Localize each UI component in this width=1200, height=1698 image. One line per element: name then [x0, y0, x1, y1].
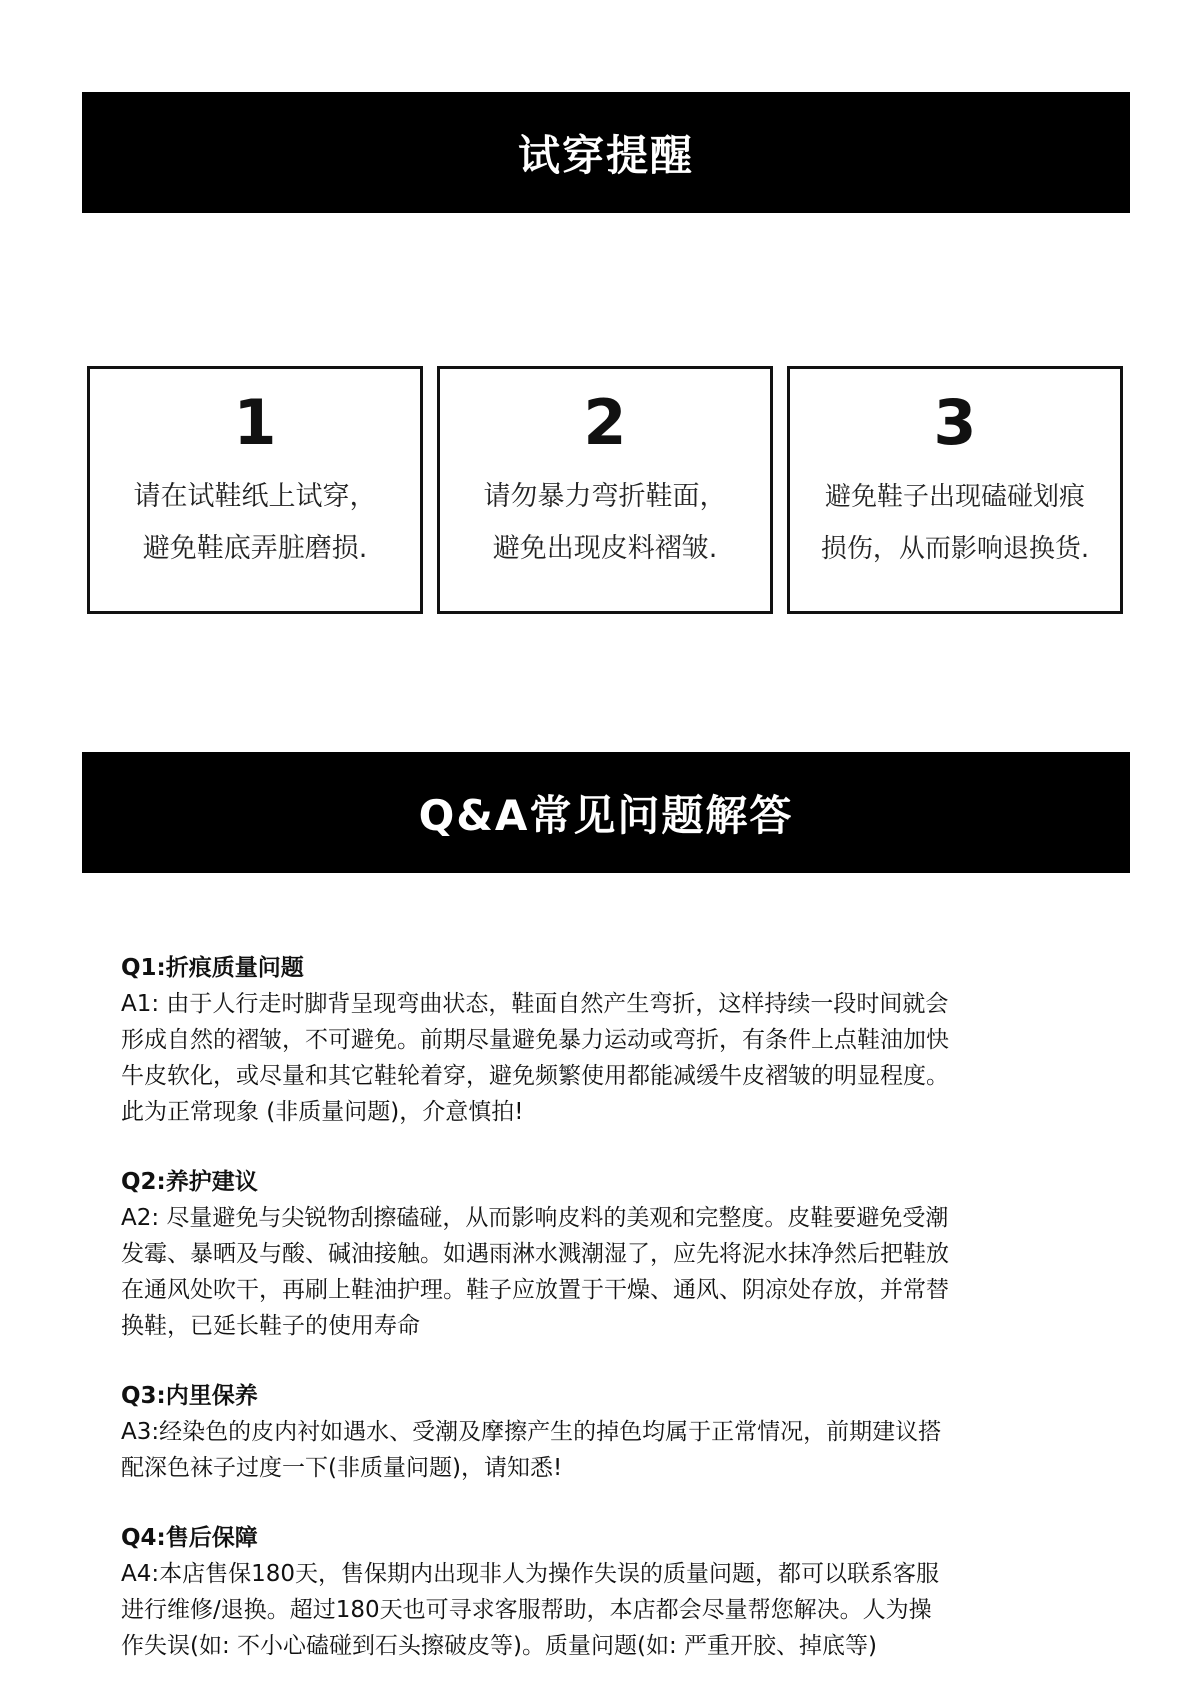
qa-answer-line: 作失误(如: 不小心磕碰到石头擦破皮等)。质量问题(如: 严重开胶、掉底等): [121, 1633, 878, 1659]
qa-item-2: [121, 1164, 1081, 1344]
qa-answer-line: A1: 由于人行走时脚背呈现弯曲状态，鞋面自然产生弯折，这样持续一段时间就会: [121, 991, 949, 1017]
qa-answer-line: 进行维修/退换。超过180天也可寻求客服帮助，本店都会尽量帮您解决。人为操: [121, 1597, 932, 1623]
qa-answer-line: 形成自然的褶皱，不可避免。前期尽量避免暴力运动或弯折，有条件上点鞋油加快: [121, 1027, 949, 1053]
qa-item-4: [121, 1520, 1081, 1664]
qa-item-3: [121, 1378, 1081, 1486]
qa-answer-line: A2: 尽量避免与尖锐物刮擦磕碰，从而影响皮料的美观和完整度。皮鞋要避免受潮: [121, 1205, 949, 1231]
qa-answer-line: 牛皮软化，或尽量和其它鞋轮着穿，避免频繁使用都能减缓牛皮褶皱的明显程度。: [121, 1063, 949, 1089]
qa-answer: [121, 1414, 1081, 1486]
card-text-line: 避免鞋子出现磕碰划痕: [824, 482, 1085, 512]
qa-answer-line: 此为正常现象 (非质量问题)，介意慎拍!: [121, 1099, 524, 1125]
reminder-card-2: [437, 366, 773, 614]
card-text-line: 请在试鞋纸上试穿，: [133, 481, 377, 512]
card-text: [821, 471, 1089, 575]
qa-answer: [121, 1200, 1081, 1344]
qa-answer-line: 配深色袜子过度一下(非质量问题)，请知悉!: [121, 1455, 563, 1481]
qa-answer-line: 在通风处吹干，再刷上鞋油护理。鞋子应放置于干燥、通风、阴凉处存放，并常替: [121, 1277, 949, 1303]
qa-banner: [82, 752, 1130, 873]
card-text-line: 损伤，从而影响退换货.: [820, 534, 1090, 564]
reminder-card-3: [787, 366, 1123, 614]
qa-question: Q2:养护建议: [121, 1169, 258, 1195]
qa-answer-line: 发霉、暴晒及与酸、碱油接触。如遇雨淋水溅潮湿了，应先将泥水抹净然后把鞋放: [121, 1241, 949, 1267]
card-text-line: 避免鞋底弄脏磨损.: [142, 533, 368, 564]
trial-reminder-banner: [82, 92, 1130, 213]
card-number: 1: [233, 386, 277, 459]
trial-reminder-title: 试穿提醒: [517, 130, 694, 180]
qa-answer-line: A4:本店售保180天，售保期内出现非人为操作失误的质量问题，都可以联系客服: [121, 1561, 940, 1587]
qa-answer-line: A3:经染色的皮内衬如遇水、受潮及摩擦产生的掉色均属于正常情况，前期建议搭: [121, 1419, 942, 1445]
qa-answer: [121, 1556, 1081, 1664]
card-text-line: 请勿暴力弯折鞋面，: [483, 481, 727, 512]
qa-answer-line: 换鞋，已延长鞋子的使用寿命: [121, 1313, 420, 1339]
card-text: [484, 471, 727, 575]
card-text: [134, 471, 377, 575]
qa-question: Q3:内里保养: [121, 1383, 258, 1409]
qa-question: Q1:折痕质量问题: [121, 955, 304, 981]
qa-title: Q&A常见问题解答: [418, 790, 794, 840]
card-number: 3: [933, 386, 977, 459]
qa-list: [121, 950, 1081, 1698]
reminder-card-1: [87, 366, 423, 614]
qa-item-1: [121, 950, 1081, 1130]
qa-answer: [121, 986, 1081, 1130]
card-text-line: 避免出现皮料褶皱.: [492, 533, 718, 564]
qa-question: Q4:售后保障: [121, 1525, 258, 1551]
card-number: 2: [583, 386, 627, 459]
